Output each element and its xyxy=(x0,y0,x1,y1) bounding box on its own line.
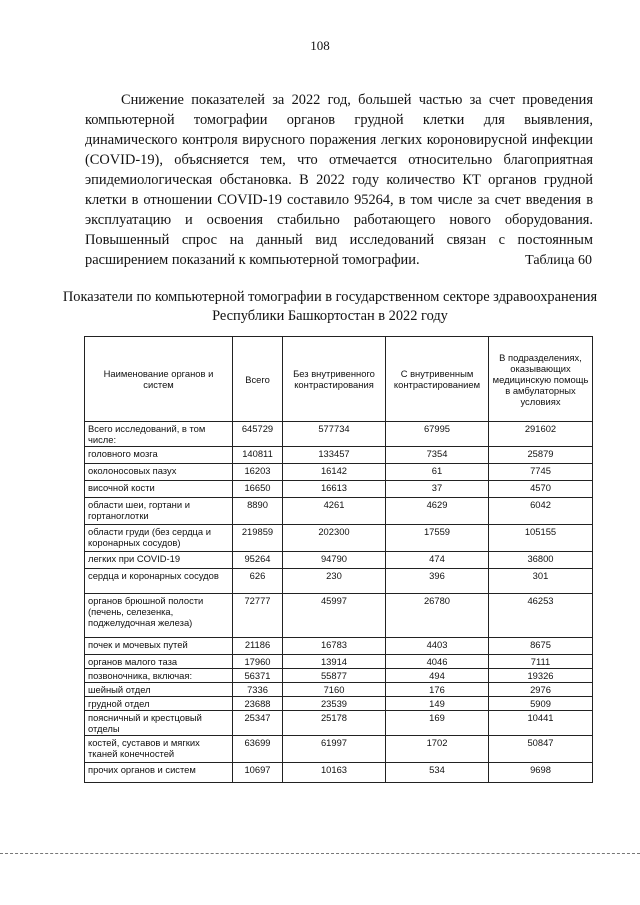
table-row xyxy=(85,594,593,638)
value-cell: 19326 xyxy=(489,669,593,683)
value-cell: 17960 xyxy=(233,655,283,669)
value-cell: 230 xyxy=(283,569,386,594)
table-title: Показатели по компьютерной томографии в государственном секторе здравоохранения Республики Башкортостан в 2022 году xyxy=(62,289,598,324)
row-label-cell: головного мозга xyxy=(85,447,233,464)
value-cell: 4046 xyxy=(386,655,489,669)
value-cell: 55877 xyxy=(283,669,386,683)
value-cell: 7336 xyxy=(233,683,283,697)
value-cell: 133457 xyxy=(283,447,386,464)
table-row xyxy=(85,498,593,525)
value-cell: 63699 xyxy=(233,736,283,763)
value-cell: 10697 xyxy=(233,763,283,783)
header-total: Всего xyxy=(233,337,283,422)
row-label-cell: позвоночника, включая: xyxy=(85,669,233,683)
value-cell: 8890 xyxy=(233,498,283,525)
row-label-cell: области шеи, гортани и гортаноглотки xyxy=(85,498,233,525)
table-row xyxy=(85,655,593,669)
value-cell: 105155 xyxy=(489,525,593,552)
value-cell: 176 xyxy=(386,683,489,697)
row-label-cell: поясничный и крестцовый отделы xyxy=(85,711,233,736)
value-cell: 7111 xyxy=(489,655,593,669)
table-row xyxy=(85,447,593,464)
table-body xyxy=(85,422,593,783)
value-cell: 4261 xyxy=(283,498,386,525)
value-cell: 5909 xyxy=(489,697,593,711)
value-cell: 169 xyxy=(386,711,489,736)
table-row xyxy=(85,763,593,783)
value-cell: 46253 xyxy=(489,594,593,638)
value-cell: 474 xyxy=(386,552,489,569)
bottom-divider xyxy=(0,853,640,854)
table-row xyxy=(85,464,593,481)
value-cell: 494 xyxy=(386,669,489,683)
value-cell: 23688 xyxy=(233,697,283,711)
value-cell: 50847 xyxy=(489,736,593,763)
value-cell: 4403 xyxy=(386,638,489,655)
value-cell: 61997 xyxy=(283,736,386,763)
value-cell: 95264 xyxy=(233,552,283,569)
value-cell: 36800 xyxy=(489,552,593,569)
table-row xyxy=(85,736,593,763)
value-cell: 21186 xyxy=(233,638,283,655)
value-cell: 219859 xyxy=(233,525,283,552)
table-caption: Таблица 60 xyxy=(525,253,592,268)
value-cell: 17559 xyxy=(386,525,489,552)
value-cell: 16203 xyxy=(233,464,283,481)
table-row xyxy=(85,569,593,594)
value-cell: 577734 xyxy=(283,422,386,447)
value-cell: 202300 xyxy=(283,525,386,552)
value-cell: 2976 xyxy=(489,683,593,697)
table-row xyxy=(85,638,593,655)
value-cell: 1702 xyxy=(386,736,489,763)
row-label-cell: прочих органов и систем xyxy=(85,763,233,783)
header-organ-system: Наименование органов и систем xyxy=(85,337,233,422)
value-cell: 25879 xyxy=(489,447,593,464)
value-cell: 291602 xyxy=(489,422,593,447)
value-cell: 626 xyxy=(233,569,283,594)
value-cell: 534 xyxy=(386,763,489,783)
value-cell: 4570 xyxy=(489,481,593,498)
page-number: 108 xyxy=(310,38,330,53)
value-cell: 23539 xyxy=(283,697,386,711)
row-label-cell: области груди (без сердца и коронарных сосудов) xyxy=(85,525,233,552)
value-cell: 10163 xyxy=(283,763,386,783)
value-cell: 16783 xyxy=(283,638,386,655)
table-header-row xyxy=(85,337,593,422)
value-cell: 37 xyxy=(386,481,489,498)
value-cell: 7745 xyxy=(489,464,593,481)
value-cell: 45997 xyxy=(283,594,386,638)
value-cell: 6042 xyxy=(489,498,593,525)
value-cell: 67995 xyxy=(386,422,489,447)
row-label-cell: грудной отдел xyxy=(85,697,233,711)
value-cell: 16142 xyxy=(283,464,386,481)
header-without-contrast: Без внутривенного контрастирования xyxy=(283,337,386,422)
value-cell: 9698 xyxy=(489,763,593,783)
value-cell: 8675 xyxy=(489,638,593,655)
row-label-cell: височной кости xyxy=(85,481,233,498)
ct-statistics-table xyxy=(84,336,593,783)
value-cell: 56371 xyxy=(233,669,283,683)
table-row xyxy=(85,669,593,683)
value-cell: 149 xyxy=(386,697,489,711)
value-cell: 140811 xyxy=(233,447,283,464)
row-label-cell: костей, суставов и мягких тканей конечностей xyxy=(85,736,233,763)
header-outpatient: В подразделениях, оказывающих медицинскую помощь в амбулаторных условиях xyxy=(489,337,593,422)
value-cell: 13914 xyxy=(283,655,386,669)
value-cell: 61 xyxy=(386,464,489,481)
table-row xyxy=(85,525,593,552)
value-cell: 7160 xyxy=(283,683,386,697)
header-with-contrast: С внутривенным контрастированием xyxy=(386,337,489,422)
value-cell: 10441 xyxy=(489,711,593,736)
row-label-cell: шейный отдел xyxy=(85,683,233,697)
value-cell: 26780 xyxy=(386,594,489,638)
table-row xyxy=(85,481,593,498)
table-row xyxy=(85,552,593,569)
value-cell: 16650 xyxy=(233,481,283,498)
value-cell: 25178 xyxy=(283,711,386,736)
value-cell: 25347 xyxy=(233,711,283,736)
value-cell: 4629 xyxy=(386,498,489,525)
table-row xyxy=(85,711,593,736)
value-cell: 16613 xyxy=(283,481,386,498)
value-cell: 72777 xyxy=(233,594,283,638)
value-cell: 7354 xyxy=(386,447,489,464)
row-label-cell: почек и мочевых путей xyxy=(85,638,233,655)
row-label-cell: легких при COVID-19 xyxy=(85,552,233,569)
value-cell: 645729 xyxy=(233,422,283,447)
row-label-cell: Всего исследований, в том числе: xyxy=(85,422,233,447)
table-row xyxy=(85,683,593,697)
table-row xyxy=(85,697,593,711)
row-label-cell: околоносовых пазух xyxy=(85,464,233,481)
value-cell: 94790 xyxy=(283,552,386,569)
body-paragraph: Снижение показателей за 2022 год, большей частью за счет проведения компьютерной томографии органов грудной клетки для выявления, динамического контроля вирусного поражения легких короновирусной инфекции (COVID-19), объясняется тем, что отмечается относительно благоприятная эпидемиологическая обстановка. В 2022 году количество КТ органов грудной клетки в отношении COVID-19 составило 95264, в том числе за счет введения в эксплуатацию и освоения стабильно работающего нового оборудования. Повышенный спрос на данный вид исследований связан с постоянным расширением показаний к компьютерной томографии. xyxy=(85,92,593,268)
row-label-cell: сердца и коронарных сосудов xyxy=(85,569,233,594)
table-row xyxy=(85,422,593,447)
row-label-cell: органов малого таза xyxy=(85,655,233,669)
value-cell: 396 xyxy=(386,569,489,594)
value-cell: 301 xyxy=(489,569,593,594)
row-label-cell: органов брюшной полости (печень, селезенка, поджелудочная железа) xyxy=(85,594,233,638)
